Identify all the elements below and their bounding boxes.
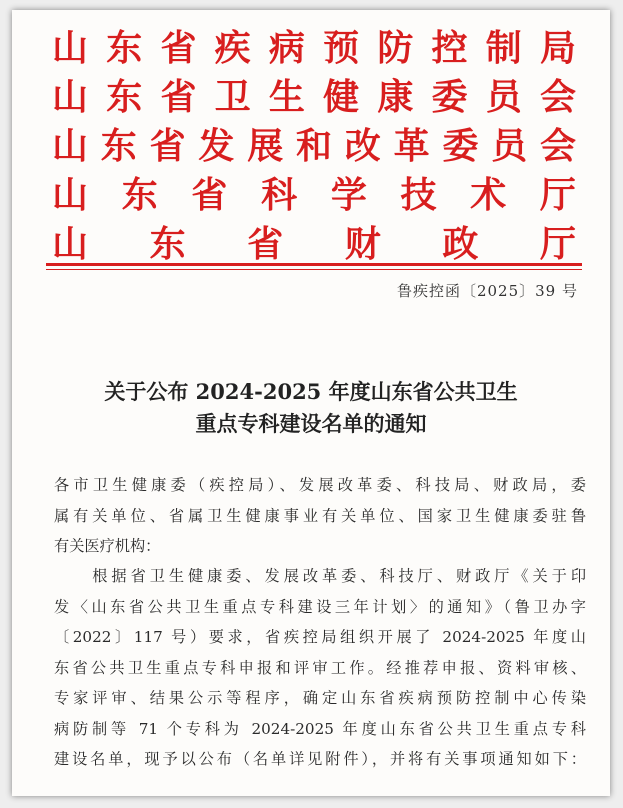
paragraph-line: 专家评审、结果公示等程序，确定山东省疾病预防控制中心传染 [54, 689, 586, 707]
issuer-char: 山 [52, 27, 89, 69]
paragraph-line: 建设名单，现予以公布（名单详见附件），并将有关事项通知如下： [54, 750, 586, 768]
issuer-char: 厅 [539, 223, 576, 265]
issuer-char: 会 [539, 125, 576, 167]
document-title-line-2: 重点专科建设名单的通知 [195, 411, 427, 436]
issuer-char: 财 [344, 223, 381, 265]
issuer-char: 技 [400, 174, 437, 216]
document-number: 鲁疾控函〔2025〕39 号 [396, 282, 578, 300]
issuer-char: 康 [377, 76, 414, 118]
issuer-char: 东 [121, 174, 158, 216]
issuer-char: 省 [149, 125, 186, 167]
issuer-char: 生 [268, 76, 305, 118]
issuer-char: 科 [261, 174, 298, 216]
salutation [54, 470, 586, 562]
issuer-char: 术 [470, 174, 507, 216]
paragraph-line: 〔2022〕117 号）要求，省疾控局组织开展了 2024-2025 年度山 [54, 628, 586, 646]
issuer-char: 健 [323, 76, 360, 118]
body-paragraph [54, 561, 586, 775]
issuer-char: 山 [52, 76, 89, 118]
issuer-char: 和 [295, 125, 332, 167]
issuer-char: 东 [100, 125, 137, 167]
issuer-char: 委 [431, 76, 468, 118]
issuer-char: 会 [539, 76, 576, 118]
issuer-char: 改 [344, 125, 381, 167]
issuer-char: 防 [377, 27, 414, 69]
issuer-char: 疾 [214, 27, 251, 69]
paragraph-line: 根据省卫生健康委、发展改革委、科技厅、财政厅《关于印 [54, 567, 586, 585]
document-title-line-1: 关于公布 2024-2025 年度山东省公共卫生 [104, 379, 518, 404]
red-separator-line-thin [46, 269, 582, 270]
issuer-char: 发 [198, 125, 235, 167]
issuer-char: 省 [160, 27, 197, 69]
salutation-line: 各市卫生健康委（疾控局）、发展改革委、科技局、财政局，委 [54, 476, 586, 494]
issuer-char: 局 [539, 27, 576, 69]
issuer-char: 东 [106, 76, 143, 118]
issuer-char: 员 [491, 125, 528, 167]
issuer-char: 展 [247, 125, 284, 167]
document-page [12, 10, 610, 796]
paragraph-line: 东省公共卫生重点专科申报和评审工作。经推荐申报、资料审核、 [54, 658, 586, 677]
issuer-char: 制 [485, 27, 522, 69]
issuing-authorities [52, 24, 576, 269]
issuer-char: 政 [442, 223, 479, 265]
issuer-char: 省 [191, 174, 228, 216]
issuer-science-technology-department [52, 171, 576, 220]
issuer-char: 山 [52, 125, 89, 167]
issuer-development-reform-commission [52, 122, 576, 171]
issuer-char: 委 [442, 125, 479, 167]
issuer-char: 卫 [214, 76, 251, 118]
issuer-char: 厅 [539, 174, 576, 216]
issuer-char: 预 [323, 27, 360, 69]
issuer-char: 山 [52, 174, 89, 216]
issuer-finance-department [52, 220, 576, 269]
issuer-char: 省 [247, 223, 284, 265]
issuer-char: 控 [431, 27, 468, 69]
paragraph-line: 病防制等 71 个专科为 2024-2025 年度山东省公共卫生重点专科 [54, 719, 586, 738]
issuer-char: 革 [393, 125, 430, 167]
red-separator-line [46, 263, 582, 266]
issuer-char: 病 [268, 27, 305, 69]
issuer-char: 省 [160, 76, 197, 118]
issuer-char: 东 [106, 27, 143, 69]
issuer-char: 山 [52, 223, 89, 265]
paragraph-line: 发〈山东省公共卫生重点专科建设三年计划〉的通知》（鲁卫办字 [54, 597, 586, 616]
salutation-line: 属有关单位、省属卫生健康事业有关单位、国家卫生健康委驻鲁 [54, 506, 586, 525]
issuer-char: 学 [330, 174, 367, 216]
issuer-char: 东 [149, 223, 186, 265]
issuer-char: 员 [485, 76, 522, 118]
salutation-line: 有关医疗机构： [54, 537, 161, 555]
issuer-health-commission [52, 73, 576, 122]
issuer-disease-control-bureau [52, 24, 576, 73]
